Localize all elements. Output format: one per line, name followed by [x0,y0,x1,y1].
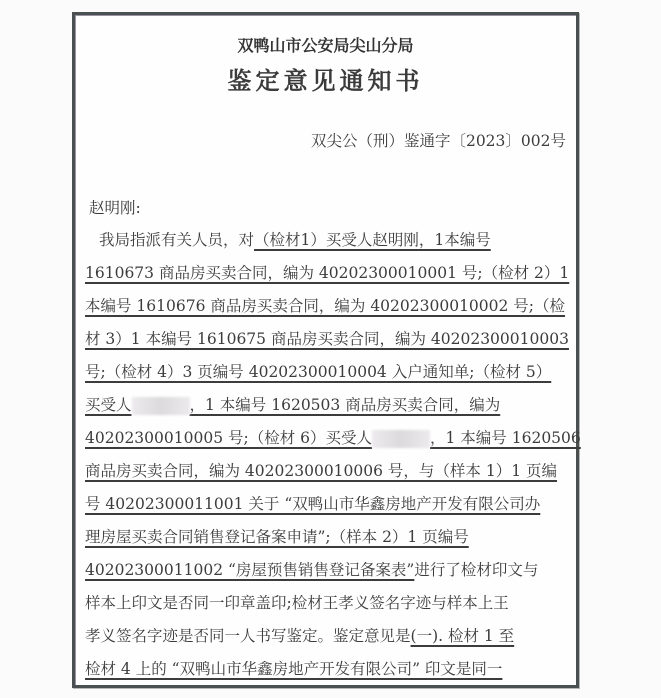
body-line-13 [85,625,567,647]
body-line-7 [85,427,581,449]
body-line-2 [85,262,570,284]
body-line-12 [85,592,567,614]
body-line-6 [85,394,567,416]
line-underlined-text: 号;（检材 4）3 页编号 40202300010004 入户通知单;（检材 5） [85,363,552,381]
agency-name: 双鸭山市公安局尖山分局 [237,36,414,55]
body-line-9 [85,493,567,515]
line-text: 样本上印文是否同一印章盖印;检材王孝义签名字迹与样本上王 [85,594,509,612]
line-underlined-text: ，1 本编号 1620503 商品房买卖合同，编为 [189,396,501,414]
line-underlined-text: 理房屋买卖合同销售登记备案申请”;（样本 2）1 页编号 [85,528,469,546]
line-underlined-text: (一). 检材 1 至 [410,627,515,645]
line-underlined-text: 40202300011002 “房屋预售销售登记备案表” [85,561,415,579]
document-frame [72,12,579,688]
line-underlined-text: 40202300010005 号;（检材 6）买受人 [85,429,373,447]
line-underlined-text: 检材 4 上的 “双鸭山市华鑫房地产开发有限公司” 印文是同一 [85,660,503,678]
body-line-14 [85,658,567,680]
line-underlined-text: （检材1）买受人赵明刚，1本编号 [254,231,491,249]
line-underlined-text: 本编号 1610676 商品房买卖合同，编为 40202300010002 号;（检 [85,297,566,315]
body-line-3 [85,295,567,317]
body-line-5 [85,361,567,383]
salutation: 赵明刚: [89,199,141,217]
body-line-8 [85,460,567,482]
line-underlined-text: ，1 本编号 1620506 [430,429,581,447]
body-line-10 [85,526,567,548]
document-number: 双尖公（刑）鉴通字〔2023〕002号 [310,132,566,150]
redacted-name [132,397,190,415]
line-text: 进行了检材印文与 [414,561,539,579]
line-underlined-text: 商品房买卖合同，编为 40202300010006 号，与（样本 1）1 页编 [85,462,557,480]
line-text: 我局指派有关人员，对 [99,231,255,249]
line-underlined-text: 买受人 [85,396,132,414]
document-title: 鉴定意见通知书 [227,66,424,95]
line-text: 孝义签名字迹是否同一人书写鉴定。鉴定意见是 [85,627,411,645]
body-line-4 [85,328,567,350]
line-underlined-text: 材 3）1 本编号 1610675 商品房买卖合同，编为 40202300010003 [85,330,569,348]
body-line-1 [99,229,567,251]
redacted-name [372,430,430,448]
body-line-11 [85,559,567,581]
line-underlined-text: 号 40202300011001 关于 “双鸭山市华鑫房地产开发有限公司办 [85,495,541,513]
line-underlined-text: 1610673 商品房买卖合同，编为 40202300010001 号;（检材 2）1 [85,264,570,282]
